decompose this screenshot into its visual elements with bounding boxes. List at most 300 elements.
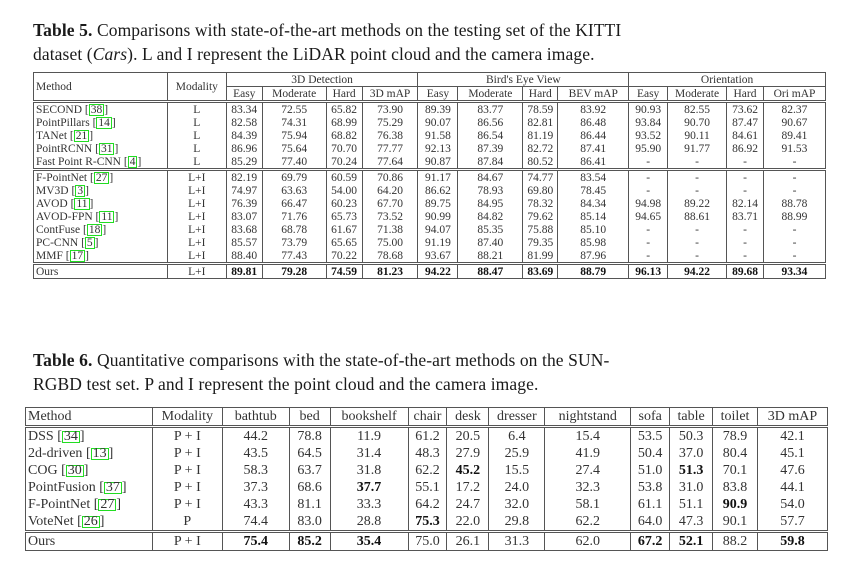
- value-cell: 43.5: [222, 445, 289, 462]
- value-cell: 74.4: [222, 513, 289, 532]
- table-row: [34, 210, 826, 223]
- value-cell: 76.38: [362, 129, 418, 142]
- modality-cell: L+I: [167, 210, 226, 223]
- value-cell: 86.96: [226, 142, 262, 155]
- method-name: AVOD-FPN: [36, 210, 93, 223]
- value-cell: 51.3: [670, 462, 713, 479]
- value-cell: 83.54: [558, 170, 629, 185]
- value-cell: -: [727, 223, 764, 236]
- header-3d-map: 3D mAP: [362, 87, 418, 102]
- value-cell: -: [763, 155, 825, 170]
- value-cell: 70.24: [326, 155, 362, 170]
- method-name: AVOD: [36, 197, 68, 210]
- method-cell: AVOD-FPN [ 11 ]: [34, 210, 168, 223]
- value-cell: 64.2: [408, 496, 447, 513]
- method-name: F-PointNet: [28, 496, 91, 512]
- value-cell: 61.1: [631, 496, 670, 513]
- value-cell: 47.3: [670, 513, 713, 532]
- table5-ours-group: [34, 264, 826, 279]
- citation-link[interactable]: 11: [101, 210, 113, 223]
- value-cell: 84.39: [226, 129, 262, 142]
- value-cell: 20.5: [447, 427, 489, 446]
- value-cell: 42.1: [758, 427, 828, 446]
- value-cell: 82.19: [226, 170, 262, 185]
- value-cell: -: [763, 236, 825, 249]
- table-row: [26, 496, 828, 513]
- value-cell: 48.3: [408, 445, 447, 462]
- value-cell: 90.9: [713, 496, 758, 513]
- modality-cell: P + I: [152, 427, 222, 446]
- value-cell: -: [629, 155, 668, 170]
- modality-cell: L: [167, 129, 226, 142]
- value-cell: 31.8: [330, 462, 408, 479]
- value-cell: 96.13: [629, 264, 668, 279]
- citation-link[interactable]: 11: [76, 197, 88, 210]
- value-cell: 61.2: [408, 427, 447, 446]
- value-cell: 82.14: [727, 197, 764, 210]
- value-cell: 45.1: [758, 445, 828, 462]
- value-cell: 58.3: [222, 462, 289, 479]
- value-cell: 81.1: [289, 496, 330, 513]
- value-cell: 94.98: [629, 197, 668, 210]
- table6-caption-text2: RGBD test set. P and I represent the point cloud and the camera image.: [33, 374, 539, 394]
- value-cell: 85.98: [558, 236, 629, 249]
- value-cell: 61.67: [326, 223, 362, 236]
- value-cell: 63.63: [262, 184, 326, 197]
- value-cell: 75.00: [362, 236, 418, 249]
- header-3d-easy: Easy: [226, 87, 262, 102]
- value-cell: 83.34: [226, 102, 262, 117]
- value-cell: 87.40: [458, 236, 523, 249]
- value-cell: 60.59: [326, 170, 362, 185]
- modality-cell: L+I: [167, 236, 226, 249]
- value-cell: 77.40: [262, 155, 326, 170]
- table5-header-group-row: [34, 73, 826, 87]
- value-cell: 70.1: [713, 462, 758, 479]
- value-cell: 66.47: [262, 197, 326, 210]
- citation-link[interactable]: 37: [105, 479, 120, 495]
- method-name: MV3D: [36, 184, 69, 197]
- citation-link[interactable]: 27: [95, 171, 108, 184]
- value-cell: 77.64: [362, 155, 418, 170]
- method-name: Ours: [36, 265, 59, 278]
- method-name: 2d-driven: [28, 445, 83, 461]
- table5-fusion-group: [34, 170, 826, 264]
- value-cell: 93.67: [418, 249, 458, 264]
- value-cell: 70.22: [326, 249, 362, 264]
- value-cell: -: [668, 155, 727, 170]
- header-bed: bed: [289, 408, 330, 427]
- value-cell: 11.9: [330, 427, 408, 446]
- method-cell: VoteNet [ 26 ]: [26, 513, 153, 532]
- value-cell: 75.88: [523, 223, 558, 236]
- value-cell: 47.6: [758, 462, 828, 479]
- value-cell: 70.86: [362, 170, 418, 185]
- value-cell: 32.3: [545, 479, 631, 496]
- value-cell: 78.45: [558, 184, 629, 197]
- value-cell: 82.72: [523, 142, 558, 155]
- modality-cell: L+I: [167, 184, 226, 197]
- modality-cell: P + I: [152, 462, 222, 479]
- value-cell: 89.75: [418, 197, 458, 210]
- header-modality: Modality: [167, 73, 226, 102]
- value-cell: 27.9: [447, 445, 489, 462]
- value-cell: 43.3: [222, 496, 289, 513]
- value-cell: -: [668, 249, 727, 264]
- table-row: [34, 236, 826, 249]
- header-desk: desk: [447, 408, 489, 427]
- value-cell: 72.55: [262, 102, 326, 117]
- table-row: [34, 129, 826, 142]
- method-name: Fast Point R-CNN: [36, 155, 121, 168]
- value-cell: 78.59: [523, 102, 558, 117]
- method-cell: COG [ 30 ]: [26, 462, 153, 479]
- value-cell: 82.37: [763, 102, 825, 117]
- citation-link[interactable]: 30: [67, 462, 82, 478]
- value-cell: 90.1: [713, 513, 758, 532]
- value-cell: 37.3: [222, 479, 289, 496]
- value-cell: 41.9: [545, 445, 631, 462]
- header-bev-easy: Easy: [418, 87, 458, 102]
- value-cell: 74.31: [262, 116, 326, 129]
- modality-cell: P + I: [152, 496, 222, 513]
- citation-link[interactable]: 5: [86, 236, 93, 249]
- value-cell: 88.79: [558, 264, 629, 279]
- value-cell: 67.70: [362, 197, 418, 210]
- value-cell: -: [727, 170, 764, 185]
- header-ori-hard: Hard: [727, 87, 764, 102]
- value-cell: 54.00: [326, 184, 362, 197]
- method-cell: [34, 264, 168, 279]
- method-cell: [26, 532, 153, 551]
- table-row: [26, 445, 828, 462]
- value-cell: 90.93: [629, 102, 668, 117]
- value-cell: 77.77: [362, 142, 418, 155]
- value-cell: 68.6: [289, 479, 330, 496]
- method-name: DSS: [28, 428, 54, 444]
- value-cell: 88.2: [713, 532, 758, 551]
- value-cell: 60.23: [326, 197, 362, 210]
- value-cell: 89.81: [226, 264, 262, 279]
- value-cell: 25.9: [489, 445, 545, 462]
- table5-caption-label: Table 5.: [33, 20, 93, 40]
- method-cell: MV3D [ 3 ]: [34, 184, 168, 197]
- value-cell: 83.71: [727, 210, 764, 223]
- method-cell: TANet [ 21 ]: [34, 129, 168, 142]
- table-row: [26, 462, 828, 479]
- value-cell: 90.87: [418, 155, 458, 170]
- value-cell: -: [763, 249, 825, 264]
- modality-cell: L+I: [167, 249, 226, 264]
- value-cell: 95.90: [629, 142, 668, 155]
- method-name: ContFuse: [36, 223, 81, 236]
- value-cell: 57.7: [758, 513, 828, 532]
- citation-link[interactable]: 38: [90, 103, 103, 116]
- table-row: [34, 197, 826, 210]
- citation-link[interactable]: 4: [129, 155, 136, 168]
- method-name: PointPillars: [36, 116, 90, 129]
- value-cell: -: [629, 249, 668, 264]
- method-name: PointFusion: [28, 479, 96, 495]
- header-toilet: toilet: [713, 408, 758, 427]
- value-cell: 73.52: [362, 210, 418, 223]
- value-cell: 85.2: [289, 532, 330, 551]
- table-row: [34, 184, 826, 197]
- value-cell: 82.58: [226, 116, 262, 129]
- value-cell: 59.8: [758, 532, 828, 551]
- value-cell: 73.79: [262, 236, 326, 249]
- method-cell: PointPillars [ 14 ]: [34, 116, 168, 129]
- value-cell: 88.21: [458, 249, 523, 264]
- table-row: [34, 102, 826, 117]
- value-cell: 75.94: [262, 129, 326, 142]
- citation-link[interactable]: 18: [88, 223, 101, 236]
- value-cell: 6.4: [489, 427, 545, 446]
- value-cell: 83.0: [289, 513, 330, 532]
- value-cell: 84.95: [458, 197, 523, 210]
- table-row: [34, 170, 826, 185]
- citation-link[interactable]: 27: [100, 496, 115, 512]
- table-row: [26, 479, 828, 496]
- value-cell: 55.1: [408, 479, 447, 496]
- value-cell: 80.4: [713, 445, 758, 462]
- value-cell: 22.0: [447, 513, 489, 532]
- value-cell: 86.92: [727, 142, 764, 155]
- value-cell: 76.39: [226, 197, 262, 210]
- value-cell: 15.5: [489, 462, 545, 479]
- citation-link[interactable]: 34: [63, 428, 78, 444]
- value-cell: 79.62: [523, 210, 558, 223]
- value-cell: 84.67: [458, 170, 523, 185]
- method-name: VoteNet: [28, 513, 74, 529]
- value-cell: 91.19: [418, 236, 458, 249]
- value-cell: 44.1: [758, 479, 828, 496]
- citation-link[interactable]: 17: [71, 249, 84, 262]
- modality-cell: L: [167, 116, 226, 129]
- value-cell: 75.0: [408, 532, 447, 551]
- value-cell: 79.28: [262, 264, 326, 279]
- value-cell: 87.96: [558, 249, 629, 264]
- value-cell: 31.4: [330, 445, 408, 462]
- value-cell: 78.93: [458, 184, 523, 197]
- value-cell: 89.39: [418, 102, 458, 117]
- value-cell: 26.1: [447, 532, 489, 551]
- table6-caption: [33, 348, 833, 396]
- citation-link[interactable]: 26: [83, 513, 98, 529]
- header-group-3d-detection: 3D Detection: [226, 73, 418, 87]
- value-cell: -: [629, 184, 668, 197]
- modality-cell: L+I: [167, 197, 226, 210]
- value-cell: 84.82: [458, 210, 523, 223]
- header-group-orientation: Orientation: [629, 73, 826, 87]
- method-cell: PointFusion [ 37 ]: [26, 479, 153, 496]
- value-cell: 88.78: [763, 197, 825, 210]
- value-cell: 90.11: [668, 129, 727, 142]
- method-cell: DSS [ 34 ]: [26, 427, 153, 446]
- modality-cell: L: [167, 102, 226, 117]
- value-cell: 31.0: [670, 479, 713, 496]
- value-cell: 70.70: [326, 142, 362, 155]
- value-cell: 86.62: [418, 184, 458, 197]
- value-cell: -: [763, 223, 825, 236]
- header-modality: Modality: [152, 408, 222, 427]
- value-cell: 85.10: [558, 223, 629, 236]
- value-cell: 73.90: [362, 102, 418, 117]
- value-cell: 77.43: [262, 249, 326, 264]
- table6-ours-group: [26, 532, 828, 551]
- value-cell: 52.1: [670, 532, 713, 551]
- table-row: [34, 264, 826, 279]
- value-cell: -: [763, 170, 825, 185]
- method-name: MMF: [36, 249, 63, 262]
- value-cell: 93.52: [629, 129, 668, 142]
- value-cell: 68.82: [326, 129, 362, 142]
- value-cell: 74.97: [226, 184, 262, 197]
- modality-cell: P + I: [152, 532, 222, 551]
- value-cell: 90.67: [763, 116, 825, 129]
- value-cell: 54.0: [758, 496, 828, 513]
- header-bev-map: BEV mAP: [558, 87, 629, 102]
- citation-link[interactable]: 21: [75, 129, 88, 142]
- value-cell: 71.38: [362, 223, 418, 236]
- table6-sunrgbd-comparison: [25, 407, 828, 551]
- method-cell: ContFuse [ 18 ]: [34, 223, 168, 236]
- value-cell: 75.29: [362, 116, 418, 129]
- method-cell: F-PointNet [ 27 ]: [26, 496, 153, 513]
- header-bev-hard: Hard: [523, 87, 558, 102]
- value-cell: 88.47: [458, 264, 523, 279]
- citation-link[interactable]: 3: [77, 184, 84, 197]
- value-cell: 86.54: [458, 129, 523, 142]
- header-dresser: dresser: [489, 408, 545, 427]
- method-cell: PC-CNN [ 5 ]: [34, 236, 168, 249]
- value-cell: -: [629, 170, 668, 185]
- table5-caption-text: Comparisons with state-of-the-art methods on the testing set of the KITTI: [92, 20, 622, 40]
- header-table: table: [670, 408, 713, 427]
- table-row: [34, 223, 826, 236]
- table5-caption-text3: ). L and I represent the LiDAR point cloud and the camera image.: [127, 44, 595, 64]
- value-cell: 65.73: [326, 210, 362, 223]
- value-cell: -: [668, 170, 727, 185]
- value-cell: 90.99: [418, 210, 458, 223]
- value-cell: 15.4: [545, 427, 631, 446]
- citation-link[interactable]: 13: [92, 445, 107, 461]
- modality-cell: L+I: [167, 170, 226, 185]
- table-row: [34, 155, 826, 170]
- table-row: [26, 513, 828, 532]
- value-cell: -: [727, 155, 764, 170]
- modality-cell: P + I: [152, 479, 222, 496]
- value-cell: 86.41: [558, 155, 629, 170]
- value-cell: 83.8: [713, 479, 758, 496]
- value-cell: 74.59: [326, 264, 362, 279]
- value-cell: 68.99: [326, 116, 362, 129]
- value-cell: 64.0: [631, 513, 670, 532]
- method-name: SECOND: [36, 103, 83, 116]
- value-cell: 86.44: [558, 129, 629, 142]
- value-cell: 86.48: [558, 116, 629, 129]
- value-cell: 65.82: [326, 102, 362, 117]
- method-name: PC-CNN: [36, 236, 79, 249]
- method-cell: F-PointNet [ 27 ]: [34, 170, 168, 185]
- header-3d-hard: Hard: [326, 87, 362, 102]
- value-cell: 91.17: [418, 170, 458, 185]
- value-cell: 32.0: [489, 496, 545, 513]
- method-name: TANet: [36, 129, 68, 142]
- table5-lidar-group: [34, 102, 826, 170]
- citation-link[interactable]: 14: [98, 116, 110, 129]
- header-method: Method: [34, 73, 168, 102]
- value-cell: 94.65: [629, 210, 668, 223]
- table6-caption-text: Quantitative comparisons with the state-of-the-art methods on the SUN-: [92, 350, 610, 370]
- value-cell: 84.61: [727, 129, 764, 142]
- value-cell: 24.0: [489, 479, 545, 496]
- method-cell: 2d-driven [ 13 ]: [26, 445, 153, 462]
- value-cell: 51.0: [631, 462, 670, 479]
- value-cell: 83.07: [226, 210, 262, 223]
- table-row: [34, 249, 826, 264]
- method-name: Ours: [28, 533, 56, 549]
- value-cell: 87.47: [727, 116, 764, 129]
- method-cell: PointRCNN [ 31 ]: [34, 142, 168, 155]
- value-cell: 65.65: [326, 236, 362, 249]
- value-cell: 81.23: [362, 264, 418, 279]
- value-cell: 85.57: [226, 236, 262, 249]
- value-cell: 88.40: [226, 249, 262, 264]
- value-cell: -: [668, 184, 727, 197]
- modality-cell: L: [167, 155, 226, 170]
- value-cell: 83.77: [458, 102, 523, 117]
- value-cell: 73.62: [727, 102, 764, 117]
- value-cell: 62.2: [545, 513, 631, 532]
- value-cell: 75.3: [408, 513, 447, 532]
- value-cell: 90.70: [668, 116, 727, 129]
- value-cell: 86.56: [458, 116, 523, 129]
- value-cell: 85.14: [558, 210, 629, 223]
- value-cell: 50.3: [670, 427, 713, 446]
- modality-cell: P: [152, 513, 222, 532]
- value-cell: 62.2: [408, 462, 447, 479]
- value-cell: -: [629, 223, 668, 236]
- value-cell: 78.9: [713, 427, 758, 446]
- method-cell: MMF [ 17 ]: [34, 249, 168, 264]
- value-cell: 62.0: [545, 532, 631, 551]
- header-nightstand: nightstand: [545, 408, 631, 427]
- value-cell: 75.4: [222, 532, 289, 551]
- header-bookshelf: bookshelf: [330, 408, 408, 427]
- method-name: COG: [28, 462, 58, 478]
- value-cell: 94.07: [418, 223, 458, 236]
- header-3d-moderate: Moderate: [262, 87, 326, 102]
- value-cell: 53.5: [631, 427, 670, 446]
- value-cell: 44.2: [222, 427, 289, 446]
- value-cell: -: [727, 236, 764, 249]
- value-cell: 85.35: [458, 223, 523, 236]
- value-cell: 94.22: [668, 264, 727, 279]
- header-bev-moderate: Moderate: [458, 87, 523, 102]
- modality-cell: L+I: [167, 264, 226, 279]
- header-3d-map: 3D mAP: [758, 408, 828, 427]
- table-row: [26, 427, 828, 446]
- value-cell: 35.4: [330, 532, 408, 551]
- citation-link[interactable]: 31: [100, 142, 113, 155]
- modality-cell: P + I: [152, 445, 222, 462]
- value-cell: 87.39: [458, 142, 523, 155]
- value-cell: 85.29: [226, 155, 262, 170]
- header-bathtub: bathtub: [222, 408, 289, 427]
- header-ori-easy: Easy: [629, 87, 668, 102]
- header-method: Method: [26, 408, 153, 427]
